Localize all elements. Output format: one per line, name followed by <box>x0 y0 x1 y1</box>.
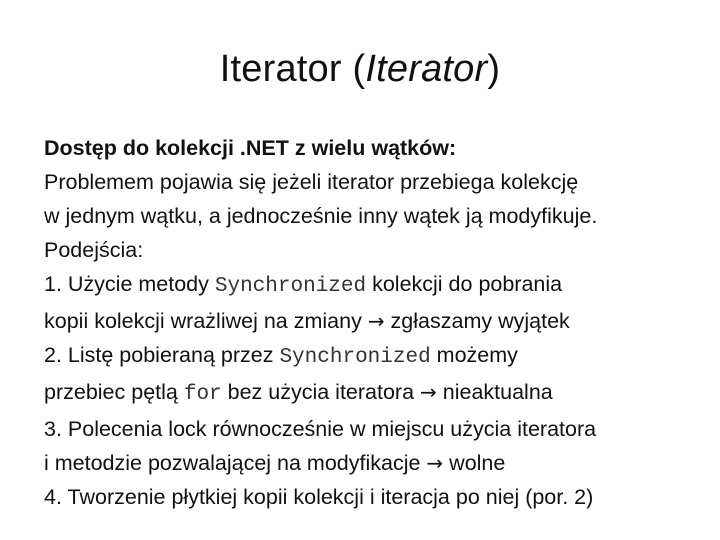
approach-4-line-1: 4. Tworzenie płytkiej kopii kolekcji i iteracja po niej (por. 2) <box>44 485 594 509</box>
approach-3-line-2-text-a: i metodzie pozwalającej na modyfikacje <box>44 451 427 475</box>
approach-2-line-2 <box>44 375 716 412</box>
approach-3-line-1: 3. Polecenia lock równocześnie w miejscu użycia iteratora <box>44 417 597 441</box>
approach-2-text-b: możemy <box>430 343 518 367</box>
approach-1-code: Synchronized <box>214 275 367 298</box>
section-heading: Dostęp do kolekcji .NET z wielu wątków: <box>44 136 457 160</box>
approach-2-line-1 <box>44 338 716 375</box>
approach-2-line-2-text-c: nieaktualna <box>436 380 553 404</box>
approach-2-code: Synchronized <box>279 346 431 369</box>
slide-title <box>0 44 720 94</box>
approach-3-line-2-text-b: wolne <box>443 451 506 475</box>
approach-3-line-2 <box>44 446 716 480</box>
arrow-icon: → <box>367 309 385 333</box>
approach-1-text-b: kolekcji do pobrania <box>366 272 563 296</box>
approach-1-line-2-text-b: zgłaszamy wyjątek <box>384 309 570 333</box>
approach-1-line-2-text-a: kopii kolekcji wrażliwej na zmiany <box>44 309 368 333</box>
arrow-icon: → <box>426 451 444 475</box>
approach-2-line-2-text-a: przebiec pętlą <box>44 380 184 404</box>
title-italic-text: Iterator <box>365 48 488 90</box>
problem-line-2: w jednym wątku, a jednocześnie inny wątek ją modyfikuje. <box>44 204 598 228</box>
approach-2-for-code: for <box>183 383 222 406</box>
approaches-label: Podejścia: <box>44 238 144 262</box>
problem-line-1: Problemem pojawia się jeżeli iterator przebiega kolekcję <box>44 170 579 194</box>
approach-2-text-a: 2. Listę pobieraną przez <box>44 343 280 367</box>
title-close-paren: ) <box>487 48 501 90</box>
arrow-icon: → <box>420 380 437 404</box>
approach-1-line-1 <box>44 267 716 304</box>
approach-1-text-a: 1. Użycie metody <box>44 272 215 296</box>
title-text: Iterator ( <box>219 48 366 90</box>
slide-body <box>44 131 716 514</box>
approach-2-line-2-text-b: bez użycia iteratora <box>221 380 421 404</box>
approach-1-line-2 <box>44 304 716 338</box>
